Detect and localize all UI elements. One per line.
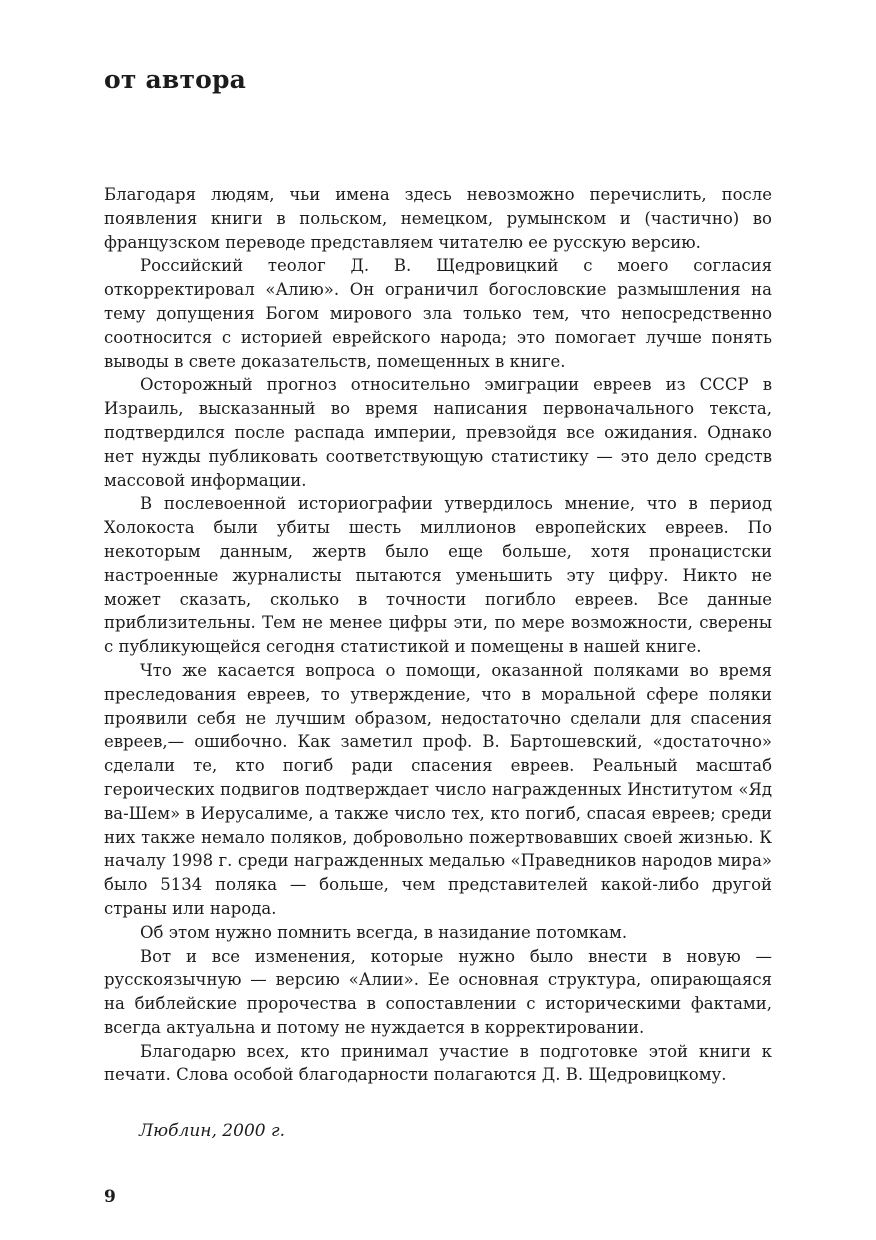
page-heading: от автора: [104, 65, 247, 94]
paragraph: Что же касается вопроса о помощи, оказанной поляками во время преследования евреев, то утверждение, что в моральной сфере поляки проявили себя не лучшим образом, недостаточно сделали для спасения евреев,— ошибочно. Как заметил проф. В. Бартошевский, «достаточно» сделали те, кто погиб ради спасения евреев. Реальный масштаб героических подвигов подтверждает число награжденных Институтом «Яд ва-Шем» в Иерусалиме, а также число тех, кто погиб, спасая евреев; среди них также немало поляков, добровольно пожертвовавших своей жизнью. К началу 1998 г. среди награжденных медалью «Праведников народов мира» было 5134 поляка — больше, чем представителей какой-либо другой страны или народа.: [104, 660, 772, 918]
paragraph: Об этом нужно помнить всегда, в назидание потомкам.: [140, 922, 628, 942]
signature: Люблин, 2000 г.: [139, 1121, 285, 1141]
body-text: [104, 183, 772, 1087]
paragraph: Благодарю всех, кто принимал участие в подготовке этой книги к печати. Слова особой благодарности полагаются Д. В. Щедровицкому.: [104, 1041, 772, 1085]
paragraph: Осторожный прогноз относительно эмиграции евреев из СССР в Израиль, высказанный во время написания первоначального текста, подтвердился после распада империи, превзойдя все ожидания. Однако нет нужды публиковать соответствующую статистику — это дело средств массовой информации.: [104, 375, 772, 490]
paragraph: Вот и все изменения, которые нужно было внести в новую — русскоязычную — версию «Алии». Ее основная структура, опирающаяся на библейские пророчества в сопоставлении с историческими фактами, всегда актуальна и потому не нуждается в корректировании.: [104, 946, 772, 1037]
paragraph: Благодаря людям, чьи имена здесь невозможно перечислить, после появления книги в польском, немецком, румынском и (частично) во французском переводе представляем читателю ее русскую версию.: [104, 185, 772, 252]
paragraph: Российский теолог Д. В. Щедровицкий с моего согласия откорректировал «Алию». Он ограничил богословские размышления на тему допущения Богом мирового зла только тем, что непосредственно соотносится с историей еврейского народа; это помогает лучше понять выводы в свете доказательств, помещенных в книге.: [104, 256, 772, 371]
paragraph: В послевоенной историографии утвердилось мнение, что в период Холокоста были убиты шесть миллионов европейских евреев. По некоторым данным, жертв было еще больше, хотя пронацистски настроенные журналисты пытаются уменьшить эту цифру. Никто не может сказать, сколько в точности погибло евреев. Все данные приблизительны. Тем не менее цифры эти, по мере возможности, сверены с публикующейся сегодня статистикой и помещены в нашей книге.: [104, 494, 772, 657]
page-number: 9: [104, 1187, 116, 1207]
